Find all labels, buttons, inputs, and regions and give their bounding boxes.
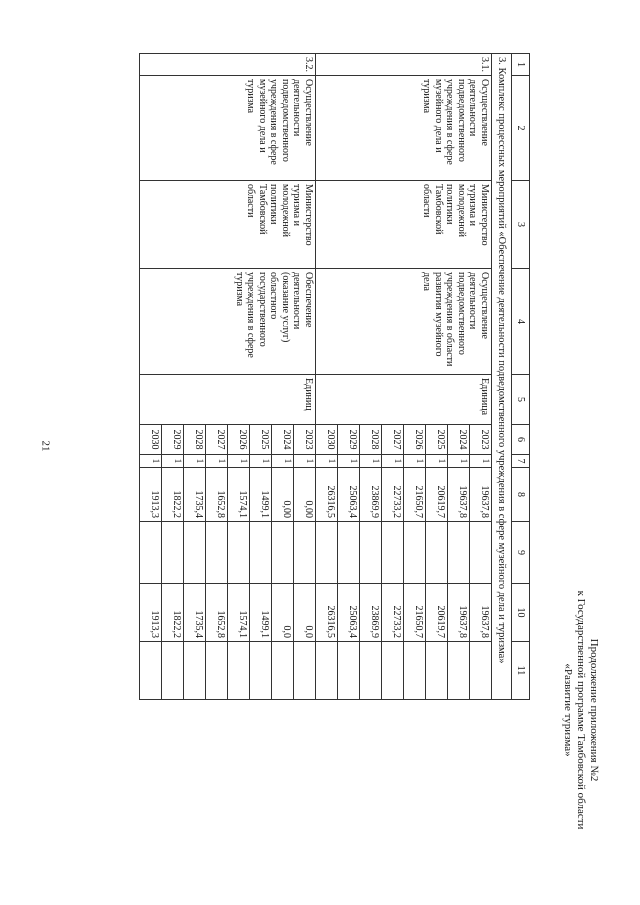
year-cell: 2025 xyxy=(426,425,448,455)
col8-cell xyxy=(360,522,382,584)
column-number-8: 8 xyxy=(512,468,530,522)
quantity-cell: 1 xyxy=(250,455,272,468)
table-body xyxy=(140,54,530,700)
total-cell: 26316,5 xyxy=(316,468,338,522)
year-cell: 2023 xyxy=(294,425,316,455)
year-cell: 2025 xyxy=(250,425,272,455)
col8-cell xyxy=(206,522,228,584)
col9-cell: 20619,7 xyxy=(426,584,448,642)
header-line-1: Продолжение приложения №2 xyxy=(588,638,600,782)
total-cell: 1735,4 xyxy=(184,468,206,522)
header-line-2: к Государственной программе Тамбовской области xyxy=(575,590,587,830)
col10-cell xyxy=(272,642,294,700)
col9-cell: 1735,4 xyxy=(184,584,206,642)
row-number: 3.2. xyxy=(140,54,316,76)
quantity-cell: 1 xyxy=(360,455,382,468)
year-cell: 2026 xyxy=(404,425,426,455)
column-number-11: 11 xyxy=(512,642,530,700)
col10-cell xyxy=(404,642,426,700)
activity-name: Осуществление деятельности подведомственного учреждения в сфере музейного дела и туризма xyxy=(316,76,492,181)
col10-cell xyxy=(338,642,360,700)
col9-cell: 1913,3 xyxy=(140,584,162,642)
col9-cell: 1822,2 xyxy=(162,584,184,642)
col8-cell xyxy=(250,522,272,584)
executor: Министерство туризма и молодежной политики Тамбовской области xyxy=(316,181,492,269)
col8-cell xyxy=(228,522,250,584)
page-number: 21 xyxy=(39,440,52,452)
total-cell: 1822,2 xyxy=(162,468,184,522)
quantity-cell: 1 xyxy=(140,455,162,468)
table-row xyxy=(470,54,492,700)
column-number-4: 4 xyxy=(512,269,530,375)
quantity-cell: 1 xyxy=(294,455,316,468)
quantity-cell: 1 xyxy=(184,455,206,468)
quantity-cell: 1 xyxy=(206,455,228,468)
year-cell: 2029 xyxy=(338,425,360,455)
col9-cell: 26316,5 xyxy=(316,584,338,642)
col10-cell xyxy=(250,642,272,700)
column-number-7: 7 xyxy=(512,455,530,468)
year-cell: 2030 xyxy=(140,425,162,455)
col8-cell xyxy=(338,522,360,584)
col10-cell xyxy=(360,642,382,700)
document-header xyxy=(561,560,600,860)
year-cell: 2027 xyxy=(382,425,404,455)
col9-cell: 19637,8 xyxy=(470,584,492,642)
column-number-3: 3 xyxy=(512,181,530,269)
year-cell: 2029 xyxy=(162,425,184,455)
col8-cell xyxy=(162,522,184,584)
col10-cell xyxy=(162,642,184,700)
column-number-9: 9 xyxy=(512,522,530,584)
year-cell: 2023 xyxy=(470,425,492,455)
year-cell: 2024 xyxy=(448,425,470,455)
quantity-cell: 1 xyxy=(404,455,426,468)
total-cell: 21650,7 xyxy=(404,468,426,522)
column-number-6: 6 xyxy=(512,425,530,455)
col10-cell xyxy=(140,642,162,700)
total-cell: 1499,1 xyxy=(250,468,272,522)
year-cell: 2030 xyxy=(316,425,338,455)
year-cell: 2026 xyxy=(228,425,250,455)
col8-cell xyxy=(470,522,492,584)
total-cell: 0,00 xyxy=(294,468,316,522)
col10-cell xyxy=(448,642,470,700)
col9-cell: 19637,8 xyxy=(448,584,470,642)
quantity-cell: 1 xyxy=(272,455,294,468)
col9-cell: 0,0 xyxy=(294,584,316,642)
col8-cell xyxy=(448,522,470,584)
col8-cell xyxy=(382,522,404,584)
col8-cell xyxy=(404,522,426,584)
quantity-cell: 1 xyxy=(470,455,492,468)
total-cell: 1652,8 xyxy=(206,468,228,522)
col9-cell: 21650,7 xyxy=(404,584,426,642)
col8-cell xyxy=(184,522,206,584)
total-cell: 19637,8 xyxy=(448,468,470,522)
unit: Единица xyxy=(316,375,492,425)
total-cell: 0,00 xyxy=(272,468,294,522)
col8-cell xyxy=(272,522,294,584)
activity-name: Осуществление деятельности подведомственного учреждения в сфере музейного дела и туризма xyxy=(140,76,316,181)
total-cell: 19637,8 xyxy=(470,468,492,522)
col8-cell xyxy=(426,522,448,584)
year-cell: 2024 xyxy=(272,425,294,455)
col10-cell xyxy=(294,642,316,700)
total-cell: 1574,1 xyxy=(228,468,250,522)
result-description: Осуществление деятельности подведомственного учреждения в области развития музейного дела xyxy=(316,269,492,375)
row-number: 3.1. xyxy=(316,54,492,76)
total-cell: 1913,3 xyxy=(140,468,162,522)
col9-cell: 25063,4 xyxy=(338,584,360,642)
col9-cell: 23869,9 xyxy=(360,584,382,642)
section-title: 3. Комплекс процессных мероприятий «Обеспечение деятельности подведомственного учреждения в сфере музейного дела и туризма» xyxy=(492,54,512,700)
quantity-cell: 1 xyxy=(316,455,338,468)
total-cell: 20619,7 xyxy=(426,468,448,522)
col8-cell xyxy=(316,522,338,584)
result-description: Обеспечение деятельности (оказание услуг) областного государственного учреждения в сфере туризма xyxy=(140,269,316,375)
year-cell: 2028 xyxy=(184,425,206,455)
col10-cell xyxy=(382,642,404,700)
header-line-3: «Развитие туризма» xyxy=(562,663,574,757)
col9-cell: 22733,2 xyxy=(382,584,404,642)
column-number-5: 5 xyxy=(512,375,530,425)
quantity-cell: 1 xyxy=(448,455,470,468)
col8-cell xyxy=(140,522,162,584)
col9-cell: 0,0 xyxy=(272,584,294,642)
column-number-2: 2 xyxy=(512,76,530,181)
col9-cell: 1499,1 xyxy=(250,584,272,642)
unit: Единиц xyxy=(140,375,316,425)
col8-cell xyxy=(294,522,316,584)
col10-cell xyxy=(426,642,448,700)
column-number-1: 1 xyxy=(512,54,530,76)
total-cell: 23869,9 xyxy=(360,468,382,522)
col9-cell: 1574,1 xyxy=(228,584,250,642)
year-cell: 2028 xyxy=(360,425,382,455)
section-title-row xyxy=(492,54,512,700)
col10-cell xyxy=(316,642,338,700)
col10-cell xyxy=(470,642,492,700)
executor: Министерство туризма и молодежной политики Тамбовской области xyxy=(140,181,316,269)
program-table xyxy=(139,53,530,700)
column-number-10: 10 xyxy=(512,584,530,642)
quantity-cell: 1 xyxy=(382,455,404,468)
quantity-cell: 1 xyxy=(162,455,184,468)
total-cell: 25063,4 xyxy=(338,468,360,522)
col10-cell xyxy=(206,642,228,700)
column-number-row xyxy=(512,54,530,700)
col10-cell xyxy=(228,642,250,700)
quantity-cell: 1 xyxy=(338,455,360,468)
quantity-cell: 1 xyxy=(426,455,448,468)
year-cell: 2027 xyxy=(206,425,228,455)
col9-cell: 1652,8 xyxy=(206,584,228,642)
total-cell: 22733,2 xyxy=(382,468,404,522)
quantity-cell: 1 xyxy=(228,455,250,468)
col10-cell xyxy=(184,642,206,700)
table-row xyxy=(294,54,316,700)
